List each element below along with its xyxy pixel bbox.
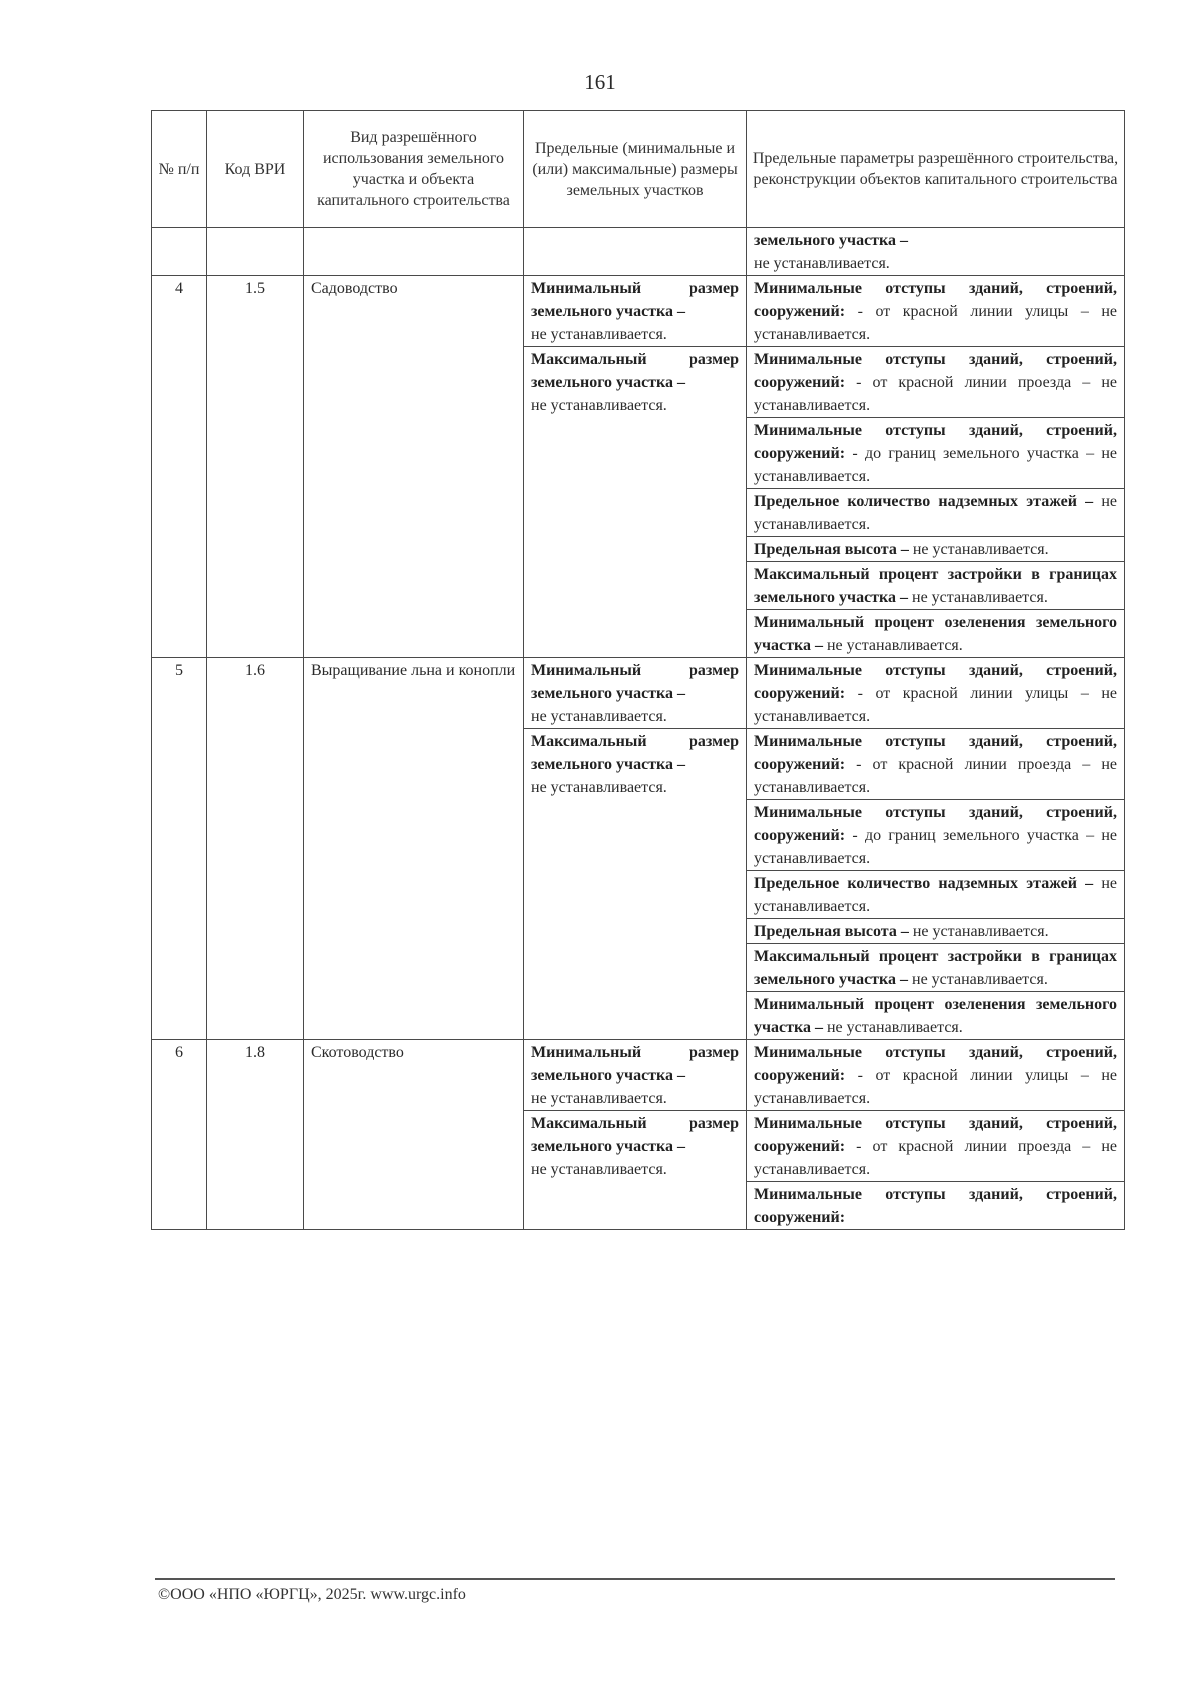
- param-tail-text: не устанавливается.: [754, 493, 1117, 533]
- param-tail-text: - до границ земельного участка – не устанавливается.: [754, 827, 1118, 867]
- row-use-cell: Садоводство: [304, 276, 524, 658]
- param-bold-text: Минимальные отступы зданий, строений, сооружений:: [754, 351, 1117, 391]
- param-bold-text: Минимальные отступы зданий, строений, сооружений:: [754, 1186, 1117, 1226]
- footer-divider: [155, 1578, 1115, 1580]
- plot-size-cell: [524, 658, 747, 729]
- continuation-code-cell: [207, 228, 304, 276]
- plot-size-cell: [524, 347, 747, 658]
- building-param-cell: [747, 1040, 1125, 1111]
- param-tail-text: не устанавливается.: [826, 1019, 963, 1036]
- building-param-cell: [747, 729, 1125, 800]
- param-bold-text: Минимальные отступы зданий, строений, сооружений:: [754, 422, 1117, 462]
- table-row: [152, 1040, 1125, 1111]
- param-bold-text: Минимальные отступы зданий, строений, сооружений:: [754, 280, 1117, 320]
- size-bold-text: Минимальный размер земельного участка –: [531, 280, 739, 320]
- building-param-cell: [747, 347, 1125, 418]
- size-tail-text: не устанавливается.: [531, 326, 667, 343]
- param-tail-text: не устанавливается.: [754, 875, 1117, 915]
- param-tail-text: не устанавливается.: [826, 637, 963, 654]
- building-param-cell: [747, 489, 1125, 537]
- row-number-cell: 6: [152, 1040, 207, 1230]
- building-param-cell: [747, 992, 1125, 1040]
- header-plot-sizes: Предельные (минимальные и (или) максимальные) размеры земельных участков: [524, 111, 747, 228]
- size-bold-text: Минимальный размер земельного участка –: [531, 662, 739, 702]
- building-param-cell: [747, 537, 1125, 562]
- header-use-type: Вид разрешённого использования земельного участка и объекта капитального строительства: [304, 111, 524, 228]
- table-row: [152, 276, 1125, 347]
- plot-size-cell: [524, 1040, 747, 1111]
- table-row: [152, 658, 1125, 729]
- building-param-cell: [747, 1182, 1125, 1230]
- param-tail-text: не устанавливается.: [912, 541, 1049, 558]
- size-tail-text: не устанавливается.: [531, 779, 667, 796]
- regulations-table: [151, 110, 1125, 1230]
- size-tail-text: не устанавливается.: [531, 1161, 667, 1178]
- plot-size-cell: [524, 729, 747, 1040]
- row-use-cell: Выращивание льна и конопли: [304, 658, 524, 1040]
- param-bold-text: Предельное количество надземных этажей –: [754, 875, 1094, 892]
- size-tail-text: не устанавливается.: [531, 397, 667, 414]
- param-bold-text: Минимальные отступы зданий, строений, сооружений:: [754, 1115, 1117, 1155]
- param-tail-text: не устанавливается.: [912, 923, 1049, 940]
- building-param-cell: [747, 658, 1125, 729]
- building-param-cell: [747, 418, 1125, 489]
- plot-size-cell: [524, 1111, 747, 1230]
- building-param-cell: [747, 944, 1125, 992]
- header-code: Код ВРИ: [207, 111, 304, 228]
- size-tail-text: не устанавливается.: [531, 1090, 667, 1107]
- continuation-size-cell: [524, 228, 747, 276]
- param-bold-text: Минимальные отступы зданий, строений, сооружений:: [754, 804, 1117, 844]
- plot-size-cell: [524, 276, 747, 347]
- param-tail-text: - от красной линии проезда – не устанавливается.: [754, 756, 1118, 796]
- continuation-param-cell: [747, 228, 1125, 276]
- building-param-cell: [747, 610, 1125, 658]
- param-bold-text: Предельное количество надземных этажей –: [754, 493, 1094, 510]
- building-param-cell: [747, 919, 1125, 944]
- size-bold-text: Максимальный размер земельного участка –: [531, 733, 739, 773]
- param-bold-text: Предельная высота –: [754, 923, 909, 940]
- footer-copyright: ©ООО «НПО «ЮРГЦ», 2025г. www.urgc.info: [158, 1586, 466, 1603]
- param-bold-text: Максимальный процент застройки в границах земельного участка –: [754, 566, 1117, 606]
- table-header-row: [152, 111, 1125, 228]
- building-param-cell: [747, 276, 1125, 347]
- table-body: [152, 228, 1125, 1230]
- size-tail-text: не устанавливается.: [531, 708, 667, 725]
- param-tail-text: не устанавливается.: [754, 255, 890, 272]
- param-bold-text: Предельная высота –: [754, 541, 909, 558]
- param-tail-text: - до границ земельного участка – не устанавливается.: [754, 445, 1118, 485]
- building-param-cell: [747, 800, 1125, 871]
- param-tail-text: - от красной линии улицы – не устанавливается.: [754, 1067, 1118, 1107]
- continuation-row: [152, 228, 1125, 276]
- page-number: 161: [584, 70, 616, 94]
- param-tail-text: - от красной линии улицы – не устанавливается.: [754, 685, 1118, 725]
- size-bold-text: Максимальный размер земельного участка –: [531, 1115, 739, 1155]
- row-number-cell: 5: [152, 658, 207, 1040]
- param-bold-text: Максимальный процент застройки в границах земельного участка –: [754, 948, 1117, 988]
- size-bold-text: Минимальный размер земельного участка –: [531, 1044, 739, 1084]
- param-bold-text: земельного участка –: [754, 232, 909, 249]
- row-code-cell: 1.8: [207, 1040, 304, 1230]
- continuation-number-cell: [152, 228, 207, 276]
- size-bold-text: Максимальный размер земельного участка –: [531, 351, 739, 391]
- param-tail-text: - от красной линии улицы – не устанавливается.: [754, 303, 1118, 343]
- row-use-cell: Скотоводство: [304, 1040, 524, 1230]
- row-code-cell: 1.6: [207, 658, 304, 1040]
- param-bold-text: Минимальные отступы зданий, строений, сооружений:: [754, 662, 1117, 702]
- row-number-cell: 4: [152, 276, 207, 658]
- building-param-cell: [747, 871, 1125, 919]
- header-number: № п/п: [152, 111, 207, 228]
- param-tail-text: не устанавливается.: [912, 971, 1048, 988]
- param-bold-text: Минимальный процент озеленения земельного участка –: [754, 996, 1117, 1036]
- continuation-use-cell: [304, 228, 524, 276]
- param-bold-text: Минимальный процент озеленения земельного участка –: [754, 614, 1117, 654]
- param-bold-text: Минимальные отступы зданий, строений, сооружений:: [754, 733, 1117, 773]
- building-param-cell: [747, 1111, 1125, 1182]
- param-bold-text: Минимальные отступы зданий, строений, сооружений:: [754, 1044, 1117, 1084]
- row-code-cell: 1.5: [207, 276, 304, 658]
- param-tail-text: - от красной линии проезда – не устанавливается.: [754, 374, 1118, 414]
- building-param-cell: [747, 562, 1125, 610]
- header-building-params: Предельные параметры разрешённого строительства, реконструкции объектов капитального строительства: [747, 111, 1125, 228]
- param-tail-text: не устанавливается.: [912, 589, 1048, 606]
- param-tail-text: - от красной линии проезда – не устанавливается.: [754, 1138, 1118, 1178]
